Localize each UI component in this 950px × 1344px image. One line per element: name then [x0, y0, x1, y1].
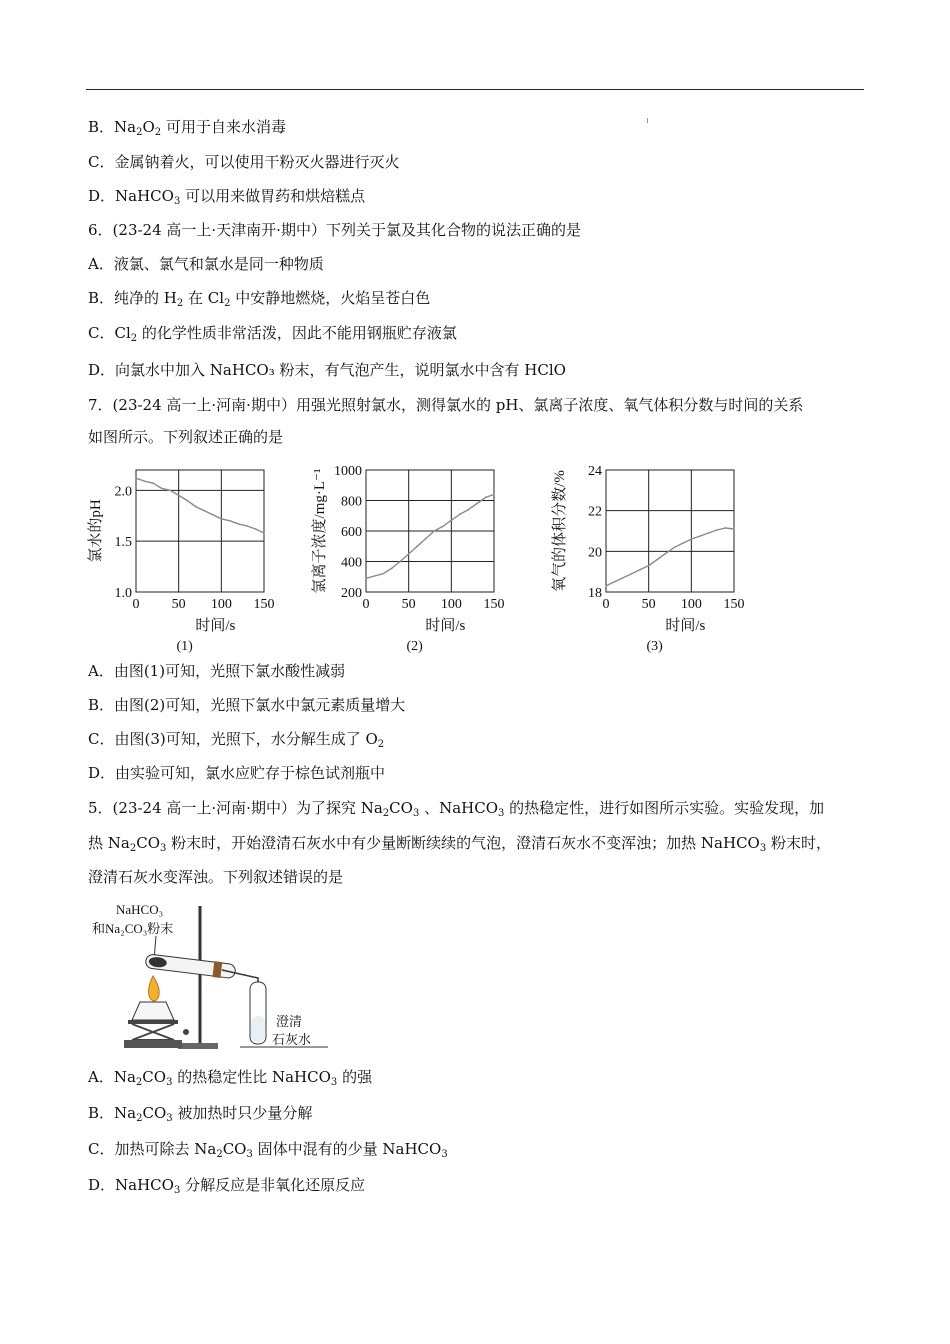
prev-option-d: D．NaHCO$_3$ 可以用来做胃药和烘焙糕点 [88, 187, 366, 207]
data-point [459, 513, 461, 515]
alcohol-lamp [132, 1002, 174, 1020]
y-tick-label: 24 [588, 464, 602, 479]
figure-label-line1: NaHCO₃ [116, 902, 164, 917]
lab-jack-top [128, 1020, 178, 1024]
data-point [425, 538, 427, 540]
chart-caption: (2) [406, 639, 423, 654]
data-point [433, 530, 435, 532]
q6-option-d: D．向氯水中加入 NaHCO₃ 粉末，有气泡产生，说明氯水中含有 HClO [88, 361, 566, 379]
x-axis-label: 时间/s [425, 618, 466, 634]
y-axis-label: 氯水的pH [88, 499, 104, 563]
q5-stem-line3: 澄清石灰水变浑浊。下列叙述错误的是 [88, 868, 344, 886]
data-point [656, 559, 658, 561]
data-point [691, 538, 693, 540]
data-point [451, 520, 453, 522]
data-point [144, 480, 146, 482]
y-tick-label: 1.5 [114, 535, 132, 551]
data-point [263, 532, 265, 534]
q7-option-a: A．由图(1)可知，光照下氯水酸性减弱 [88, 662, 346, 680]
q5-option-c: C．加热可除去 $Na_2CO_3$ 固体中混有的少量 NaHCO$_3$ [88, 1140, 448, 1160]
data-point [382, 573, 384, 575]
q5-stem-line1: 5．(23-24 高一上·河南·期中）为了探究 $Na_2CO_3$ 、NaHCO$_3$ 的热稳定性，进行如图所示实验。实验发现，加 [88, 799, 825, 819]
data-point [622, 577, 624, 579]
y-tick-label: 200 [341, 586, 362, 601]
data-point [468, 509, 470, 511]
x-tick-label: 50 [401, 597, 416, 612]
chart-oxygen [550, 458, 765, 662]
data-point [682, 542, 684, 544]
chart-chloride-svg [310, 458, 525, 658]
data-series-line [606, 528, 734, 586]
stray-mark [647, 118, 648, 123]
x-axis-label: 时间/s [195, 618, 236, 634]
q7-option-c: C．由图(3)可知，光照下，水分解生成了 $O_2$ [88, 730, 385, 750]
q5-option-d: D．NaHCO$_3$ 分解反应是非氧化还原反应 [88, 1176, 366, 1196]
x-tick-label: 150 [253, 597, 275, 612]
prev-option-b: B．$Na_2O_2$ 可用于自来水消毒 [88, 118, 286, 138]
q5-stem-line2: 热 $Na_2CO_3$ 粉末时，开始澄清石灰水中有少量断断续续的气泡，澄清石灰水不变浑浊；加热 NaHCO$_3$ 粉末时， [88, 834, 831, 854]
y-tick-label: 400 [341, 555, 362, 571]
data-point [246, 525, 248, 527]
chart-oxygen-svg [550, 458, 765, 658]
data-point [178, 495, 180, 497]
y-tick-label: 600 [341, 525, 362, 540]
data-point [161, 488, 163, 490]
apparatus-svg [88, 898, 338, 1058]
q7-stem-line1: 7．(23-24 高一上·河南·期中）用强光照射氯水，测得氯水的 pH、氯离子浓度、氧气体积分数与时间的关系 [88, 396, 804, 414]
data-point [408, 553, 410, 555]
y-axis-label: 氯离子浓度/mg·L⁻¹ [312, 468, 328, 594]
x-tick-label: 50 [641, 597, 656, 612]
data-point [665, 553, 667, 555]
y-tick-label: 1000 [334, 464, 362, 479]
data-point [195, 506, 197, 508]
q7-option-b: B．由图(2)可知，光照下氯水中氯元素质量增大 [88, 696, 406, 714]
stand-base [178, 1043, 218, 1049]
x-tick-label: 50 [171, 597, 186, 612]
y-axis-label: 氧气的体积分数/% [552, 470, 568, 592]
limewater-label-line2: 石灰水 [272, 1032, 312, 1047]
data-point [725, 527, 727, 529]
q7-stem-line2: 如图所示。下列叙述正确的是 [88, 428, 284, 446]
data-point [399, 561, 401, 563]
plot-frame [136, 470, 264, 592]
y-tick-label: 1.0 [114, 586, 132, 601]
data-point [186, 500, 188, 502]
data-point [229, 520, 231, 522]
data-point [614, 581, 616, 583]
lab-jack-base [124, 1040, 182, 1048]
chart-ph-svg [80, 458, 295, 658]
data-point [203, 510, 205, 512]
data-point [135, 477, 137, 479]
chart-caption: (1) [176, 639, 193, 654]
x-tick-label: 0 [602, 597, 610, 612]
data-point [442, 526, 444, 528]
data-point [365, 577, 367, 579]
data-point [485, 497, 487, 499]
x-tick-label: 100 [680, 597, 702, 612]
data-point [374, 575, 376, 577]
data-point [673, 546, 675, 548]
data-point [733, 528, 735, 530]
x-tick-label: 150 [483, 597, 505, 612]
y-tick-label: 20 [588, 545, 602, 561]
data-point [716, 529, 718, 531]
data-point [152, 482, 154, 484]
x-tick-label: 0 [132, 597, 140, 612]
data-point [708, 532, 710, 534]
data-series-line [366, 494, 494, 578]
q6-option-a: A．液氯、氯气和氯水是同一种物质 [88, 255, 324, 273]
data-point [416, 545, 418, 547]
data-point [391, 568, 393, 570]
q6-option-c: C．$Cl_2$ 的化学性质非常活泼，因此不能用钢瓶贮存液氯 [88, 324, 457, 344]
data-point [255, 528, 257, 530]
heated-test-tube [145, 953, 236, 980]
lab-jack-knob [183, 1029, 189, 1035]
chart-ph [80, 458, 295, 662]
limewater [251, 1016, 265, 1042]
header-rule [86, 89, 864, 90]
x-tick-label: 0 [362, 597, 370, 612]
data-point [699, 535, 701, 537]
q6-option-b: B．纯净的 $H_2$ 在 $Cl_2$ 中安静地燃烧，火焰呈苍白色 [88, 289, 431, 309]
data-point [493, 494, 495, 496]
data-series-line [136, 478, 264, 533]
data-point [169, 490, 171, 492]
x-tick-label: 150 [723, 597, 745, 612]
data-point [648, 565, 650, 567]
y-tick-label: 800 [341, 494, 362, 510]
data-point [221, 518, 223, 520]
data-point [639, 569, 641, 571]
y-tick-label: 22 [588, 504, 602, 520]
data-point [238, 523, 240, 525]
data-point [212, 514, 214, 516]
q5-option-a: A．$Na_2CO_3$ 的热稳定性比 NaHCO$_3$ 的强 [88, 1068, 373, 1088]
chart-caption: (3) [646, 639, 663, 654]
y-tick-label: 2.0 [114, 484, 132, 500]
x-tick-label: 100 [210, 597, 232, 612]
x-axis-label: 时间/s [665, 618, 706, 634]
data-point [476, 503, 478, 505]
lab-jack-scissor [132, 1024, 174, 1040]
q6-stem: 6．(23-24 高一上·天津南开·期中）下列关于氯及其化合物的说法正确的是 [88, 221, 581, 239]
q7-option-d: D．由实验可知，氯水应贮存于棕色试剂瓶中 [88, 764, 386, 782]
prev-option-c: C．金属钠着火，可以使用干粉灭火器进行灭火 [88, 153, 400, 171]
flame [149, 976, 160, 1001]
figure-label-line2: 和Na₂CO₃粉末 [92, 921, 174, 936]
y-tick-label: 18 [588, 586, 602, 601]
apparatus-figure [88, 898, 338, 1062]
q5-option-b: B．$Na_2CO_3$ 被加热时只少量分解 [88, 1104, 313, 1124]
data-point [631, 573, 633, 575]
chart-chloride [310, 458, 525, 662]
data-point [605, 585, 607, 587]
limewater-label-line1: 澄清 [276, 1014, 303, 1029]
x-tick-label: 100 [440, 597, 462, 612]
